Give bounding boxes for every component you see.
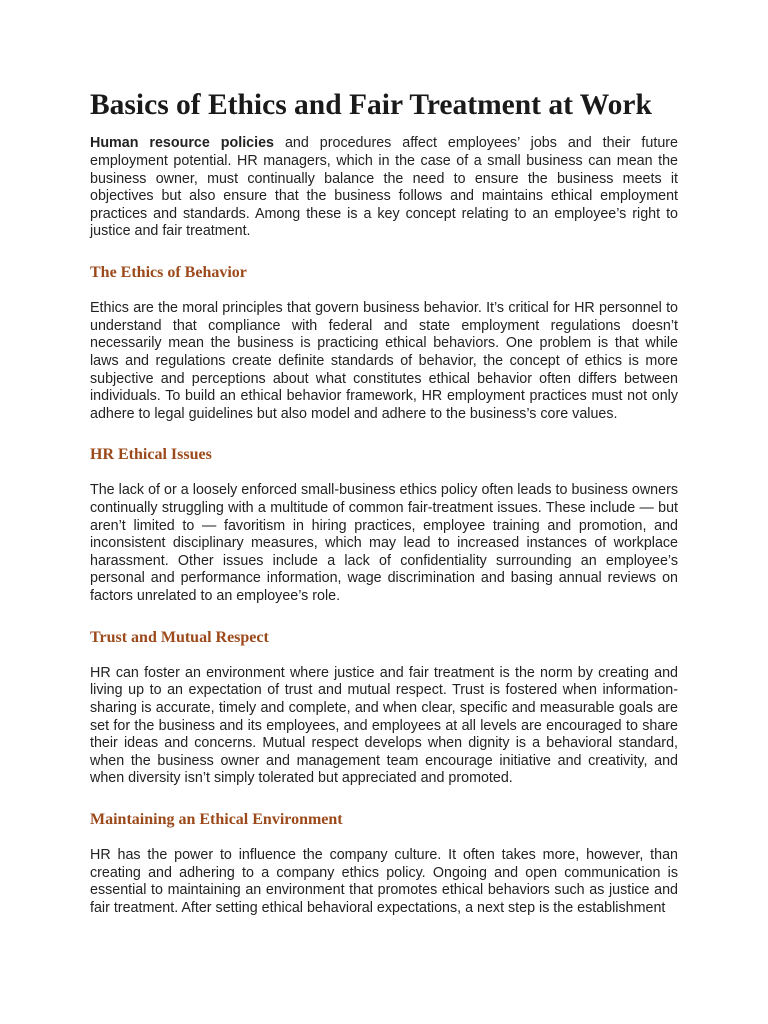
section-heading-trust-and-mutual-respect: Trust and Mutual Respect — [90, 628, 269, 646]
section-body-ethics-of-behavior: Ethics are the moral principles that govern business behavior. It’s critical for HR personnel to understand that compliance with federal and state employment regulations doesn’t necessarily mean the business is practicing ethical behaviors. One problem is that while laws and regulations create definite standards of behavior, the concept of ethics is more subjective and perceptions about what constitutes ethical behavior often differs between individuals. To build an ethical behavior framework, HR employment practices must not only adhere to legal guidelines but also model and adhere to the business’s core values. — [90, 300, 678, 422]
section-body-hr-ethical-issues: The lack of or a loosely enforced small-business ethics policy often leads to business owners continually struggling with a multitude of common fair-treatment issues. These include — but aren’t limited to — favoritism in hiring practices, employee training and promotion, and inconsistent disciplinary measures, which may lead to increased instances of workplace harassment. Other issues include a lack of confidentiality surrounding an employee’s personal and performance information, wage discrimination and basing annual reviews on factors unrelated to an employee’s role. — [90, 482, 678, 605]
section-body-trust-and-mutual-respect: HR can foster an environment where justice and fair treatment is the norm by creating and living up to an expectation of trust and mutual respect. Trust is fostered when information-sharing is accurate, timely and complete, and when clear, specific and measurable goals are set for the business and its employees, and employees at all levels are encouraged to share their ideas and concerns. Mutual respect develops when dignity is a behavioral standard, when the business owner and management team encourage initiative and creativity, and when diversity isn’t simply tolerated but appreciated and promoted. — [90, 664, 678, 787]
intro-lead-link[interactable]: Human resource policies — [90, 135, 275, 152]
section-body-maintaining-ethical-environment: HR has the power to influence the company culture. It often takes more, however, than creating and adhering to a company ethics policy. Ongoing and open communication is essential to maintaining an environment that promotes ethical behaviors such as justice and fair treatment. After setting ethical behavioral expectations, a next step is the establishment — [90, 847, 678, 916]
intro-body: and procedures affect employees’ jobs and their future employment potential. HR managers, which in the case of a small business can mean the business owner, must continually balance the need to ensure the business meets it objectives but also ensure that the business follows and maintains ethical employment practices and standards. Among these is a key concept relating to an employee’s right to justice and fair treatment. — [90, 135, 678, 240]
document-title: Basics of Ethics and Fair Treatment at Work — [90, 89, 652, 121]
intro-paragraph — [90, 135, 678, 241]
section-heading-hr-ethical-issues: HR Ethical Issues — [90, 446, 212, 464]
section-heading-ethics-of-behavior: The Ethics of Behavior — [90, 263, 247, 281]
document-page — [90, 88, 678, 918]
section-heading-maintaining-ethical-environment: Maintaining an Ethical Environment — [90, 810, 343, 828]
